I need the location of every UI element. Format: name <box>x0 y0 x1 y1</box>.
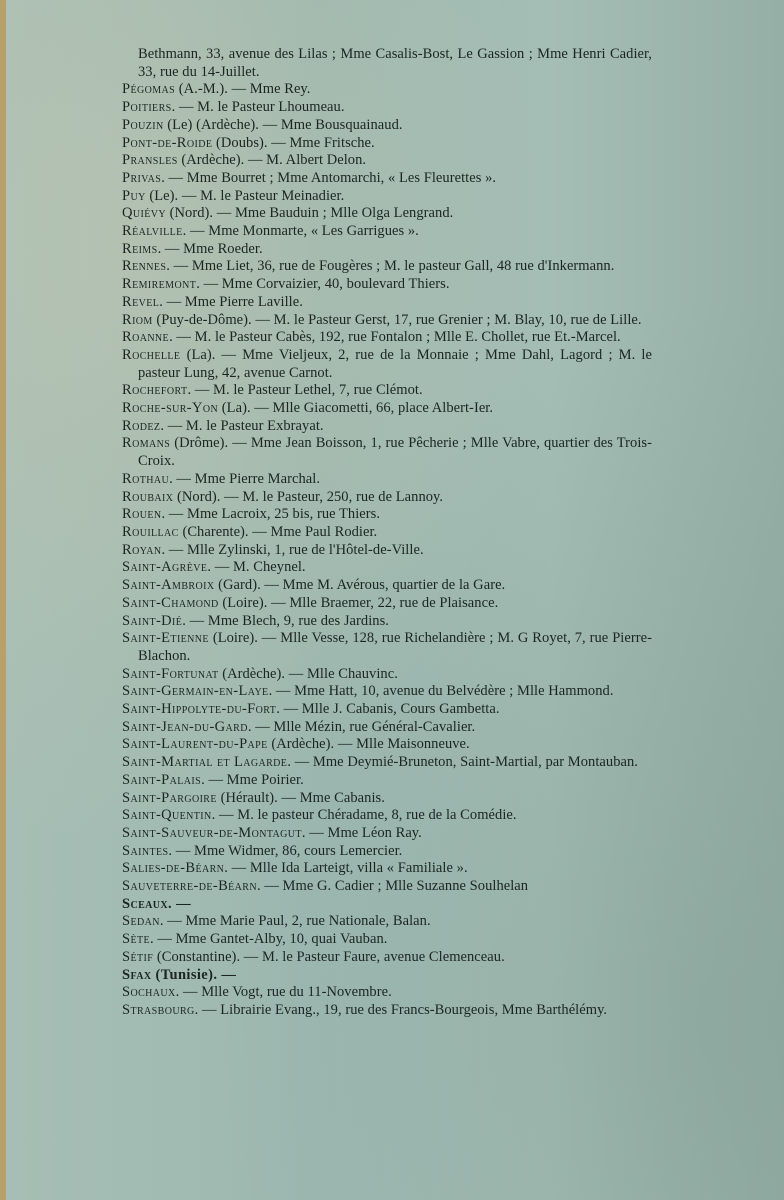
directory-entry <box>122 347 652 382</box>
entry-detail: . — <box>168 895 191 912</box>
directory-entry <box>122 312 652 330</box>
directory-entry <box>122 913 652 931</box>
entry-place: Puy <box>122 187 146 204</box>
directory-entry <box>122 435 652 470</box>
directory-entry <box>122 46 652 81</box>
entry-detail: . — M. le Pasteur Lhoumeau. <box>171 99 345 116</box>
entry-place: Sochaux <box>122 984 176 1001</box>
entry-place: Pransles <box>122 152 178 169</box>
directory-entry <box>122 329 652 347</box>
entry-place: Sétif <box>122 948 154 965</box>
entry-detail: (Drôme). — Mme Jean Boisson, 1, rue Pêcherie ; Mlle Vabre, quartier des Trois-Croix. <box>138 435 652 470</box>
entry-detail: Bethmann, 33, avenue des Lilas ; Mme Casalis-Bost, Le Gassion ; Mme Henri Cadier, 33, rue du 14-Juillet. <box>138 46 652 80</box>
entry-place: Saint-Etienne <box>122 630 209 647</box>
entry-detail: (La). — Mlle Giacometti, 66, place Albert-Ier. <box>218 400 494 417</box>
entry-place: Roanne <box>122 329 170 346</box>
entry-detail: . — Mme Lacroix, 25 bis, rue Thiers. <box>161 506 381 523</box>
entry-place: Saint-Chamond <box>122 594 219 611</box>
entry-place: Saint-Laurent-du-Pape <box>122 736 268 753</box>
directory-entry <box>122 81 652 99</box>
entry-place: Rouen <box>122 506 162 523</box>
entry-place: Pouzin <box>122 116 164 133</box>
entry-place: Strasbourg <box>122 1001 195 1018</box>
entry-place: Saint-Sauveur-de-Montagut <box>122 824 302 841</box>
directory-entry <box>122 772 652 790</box>
entry-place: Pont-de-Roide <box>122 134 213 151</box>
directory-entry <box>122 967 652 985</box>
directory-list <box>122 46 652 1020</box>
entry-detail: (Charente). — Mme Paul Rodier. <box>178 523 378 540</box>
entry-place: Rouillac <box>122 523 179 540</box>
directory-entry <box>122 99 652 117</box>
entry-place: Romans <box>122 435 171 452</box>
entry-place: Saint-Germain-en-Laye <box>122 683 269 700</box>
entry-detail: (Hérault). — Mme Cabanis. <box>216 789 385 806</box>
directory-entry <box>122 471 652 489</box>
entry-detail: . — Mme Deymié-Bruneton, Saint-Martial, par Montauban. <box>287 754 638 771</box>
directory-entry <box>122 542 652 560</box>
entry-detail: . — M. Cheynel. <box>207 559 306 576</box>
entry-place: Rochelle <box>122 346 181 363</box>
directory-entry <box>122 294 652 312</box>
directory-entry <box>122 577 652 595</box>
entry-detail: (Doubs). — Mme Fritsche. <box>212 134 375 151</box>
entry-place: Sedan <box>122 913 160 930</box>
entry-detail: (Le). — M. le Pasteur Meinadier. <box>145 187 345 204</box>
entry-detail: . — Mlle Mézin, rue Général-Cavalier. <box>247 718 476 735</box>
directory-entry <box>122 666 652 684</box>
directory-entry <box>122 489 652 507</box>
entry-detail: . — Mme Bourret ; Mme Antomarchi, « Les Fleurettes ». <box>161 169 497 186</box>
entry-detail: (Tunisie). — <box>151 966 237 983</box>
entry-place: Roche-sur-Yon <box>122 400 219 417</box>
entry-place: Rochefort <box>122 382 188 399</box>
entry-place: Saint-Palais <box>122 771 202 788</box>
directory-entry <box>122 630 652 665</box>
directory-entry <box>122 931 652 949</box>
directory-entry <box>122 825 652 843</box>
entry-detail: . — Mlle J. Cabanis, Cours Gambetta. <box>276 701 500 718</box>
directory-entry <box>122 736 652 754</box>
directory-entry <box>122 276 652 294</box>
entry-detail: . — Mlle Zylinski, 1, rue de l'Hôtel-de-Ville. <box>161 541 424 558</box>
directory-entry <box>122 595 652 613</box>
directory-entry <box>122 807 652 825</box>
directory-entry <box>122 135 652 153</box>
entry-detail: . — Mme Liet, 36, rue de Fougères ; M. le pasteur Gall, 48 rue d'Inkermann. <box>166 258 615 275</box>
entry-place: Reims <box>122 240 158 257</box>
entry-detail: (Loire). — Mlle Braemer, 22, rue de Plaisance. <box>218 594 499 611</box>
entry-detail: (Constantine). — M. le Pasteur Faure, avenue Clemenceau. <box>153 948 505 965</box>
entry-detail: . — M. le Pasteur Exbrayat. <box>160 417 324 434</box>
entry-detail: . — Mme Hatt, 10, avenue du Belvédère ; Mlle Hammond. <box>268 683 614 700</box>
directory-entry <box>122 896 652 914</box>
entry-detail: . — Mlle Vogt, rue du 11-Novembre. <box>175 984 392 1001</box>
entry-detail: . — Mme Roeder. <box>157 240 263 257</box>
entry-place: Saint-Fortunat <box>122 665 219 682</box>
directory-entry <box>122 223 652 241</box>
entry-place: Rothau <box>122 470 170 487</box>
entry-place: Saint-Pargoire <box>122 789 217 806</box>
entry-detail: (Ardèche). — Mlle Maisonneuve. <box>267 736 470 753</box>
entry-place: Sauveterre-de-Béarn <box>122 878 257 895</box>
entry-place: Sfax <box>122 966 152 983</box>
entry-detail: . — Mme Widmer, 86, cours Lemercier. <box>168 842 403 859</box>
entry-place: Saint-Hippolyte-du-Fort <box>122 701 277 718</box>
entry-detail: . — Mme Monmarte, « Les Garrigues ». <box>182 223 419 240</box>
entry-place: Saint-Ambroix <box>122 577 215 594</box>
directory-entry <box>122 170 652 188</box>
directory-entry <box>122 506 652 524</box>
entry-place: Rodez <box>122 417 161 434</box>
entry-place: Sceaux <box>122 895 169 912</box>
entry-detail: . — M. le Pasteur Cabès, 192, rue Fontalon ; Mlle E. Chollet, rue Et.-Marcel. <box>169 329 621 346</box>
entry-detail: (Gard). — Mme M. Avérous, quartier de la Gare. <box>214 577 506 594</box>
entry-place: Riom <box>122 311 153 328</box>
directory-entry <box>122 719 652 737</box>
entry-detail: . — Mme G. Cadier ; Mlle Suzanne Soulhelan <box>256 878 529 895</box>
entry-place: Revel <box>122 293 160 310</box>
entry-place: Privas <box>122 169 162 186</box>
directory-entry <box>122 843 652 861</box>
entry-detail: . — M. le Pasteur Lethel, 7, rue Clémot. <box>187 382 423 399</box>
entry-detail: . — Mme Poirier. <box>201 771 304 788</box>
entry-place: Saintes <box>122 842 169 859</box>
entry-detail: . — Mme Corvaizier, 40, boulevard Thiers. <box>196 276 450 293</box>
entry-detail: (Le) (Ardèche). — Mme Bousquainaud. <box>163 116 403 133</box>
entry-place: Royan <box>122 541 162 558</box>
entry-detail: (Ardèche). — Mlle Chauvinc. <box>218 665 398 682</box>
directory-entry <box>122 613 652 631</box>
directory-entry <box>122 117 652 135</box>
entry-place: Saint-Dié <box>122 612 183 629</box>
directory-entry <box>122 860 652 878</box>
entry-place: Remiremont <box>122 276 197 293</box>
directory-entry <box>122 152 652 170</box>
directory-entry <box>122 382 652 400</box>
entry-detail: (Puy-de-Dôme). — M. le Pasteur Gerst, 17, rue Grenier ; M. Blay, 10, rue de Lille. <box>152 311 642 328</box>
entry-detail: (La). — Mme Vieljeux, 2, rue de la Monnaie ; Mme Dahl, Lagord ; M. le pasteur Lung, 42, avenue Carnot. <box>138 346 652 381</box>
entry-place: Réalville <box>122 223 183 240</box>
entry-detail: . — M. le pasteur Chéradame, 8, rue de la Comédie. <box>211 807 517 824</box>
entry-detail: . — Mme Gantet-Alby, 10, quai Vauban. <box>150 931 388 948</box>
directory-entry <box>122 683 652 701</box>
directory-entry <box>122 241 652 259</box>
directory-entry <box>122 754 652 772</box>
directory-entry <box>122 1002 652 1020</box>
entry-detail: . — Mme Pierre Marchal. <box>169 470 321 487</box>
entry-place: Saint-Martial et Lagarde <box>122 754 288 771</box>
entry-place: Saint-Jean-du-Gard <box>122 718 248 735</box>
entry-detail: . — Mme Pierre Laville. <box>159 293 303 310</box>
directory-entry <box>122 188 652 206</box>
entry-detail: (Ardèche). — M. Albert Delon. <box>177 152 367 169</box>
entry-place: Quiévy <box>122 205 166 222</box>
entry-place: Pégomas <box>122 81 176 98</box>
entry-detail: . — Mme Marie Paul, 2, rue Nationale, Balan. <box>159 913 431 930</box>
directory-entry <box>122 258 652 276</box>
entry-detail: . — Mme Léon Ray. <box>301 824 422 841</box>
directory-entry <box>122 984 652 1002</box>
directory-entry <box>122 418 652 436</box>
directory-entry <box>122 790 652 808</box>
entry-place: Salies-de-Béarn <box>122 860 225 877</box>
entry-place: Roubaix <box>122 488 174 505</box>
entry-place: Rennes <box>122 258 167 275</box>
directory-entry <box>122 400 652 418</box>
directory-entry <box>122 701 652 719</box>
directory-entry <box>122 878 652 896</box>
directory-entry <box>122 524 652 542</box>
entry-place: Saint-Quentin <box>122 807 212 824</box>
entry-detail: (Nord). — Mme Bauduin ; Mlle Olga Lengrand. <box>165 205 454 222</box>
entry-detail: (Nord). — M. le Pasteur, 250, rue de Lannoy. <box>173 488 444 505</box>
entry-detail: (A.-M.). — Mme Rey. <box>175 81 311 98</box>
directory-entry <box>122 949 652 967</box>
entry-detail: . — Mlle Ida Larteigt, villa « Familiale ». <box>224 860 468 877</box>
entry-place: Saint-Agrève <box>122 559 208 576</box>
entry-detail: . — Librairie Evang., 19, rue des Francs-Bourgeois, Mme Barthélémy. <box>194 1001 608 1018</box>
directory-entry <box>122 205 652 223</box>
directory-entry <box>122 559 652 577</box>
entry-detail: (Loire). — Mlle Vesse, 128, rue Richelandière ; M. G Royet, 7, rue Pierre-Blachon. <box>138 630 652 664</box>
entry-place: Sète <box>122 931 150 948</box>
entry-place: Poitiers <box>122 99 172 116</box>
entry-detail: . — Mme Blech, 9, rue des Jardins. <box>182 612 389 629</box>
